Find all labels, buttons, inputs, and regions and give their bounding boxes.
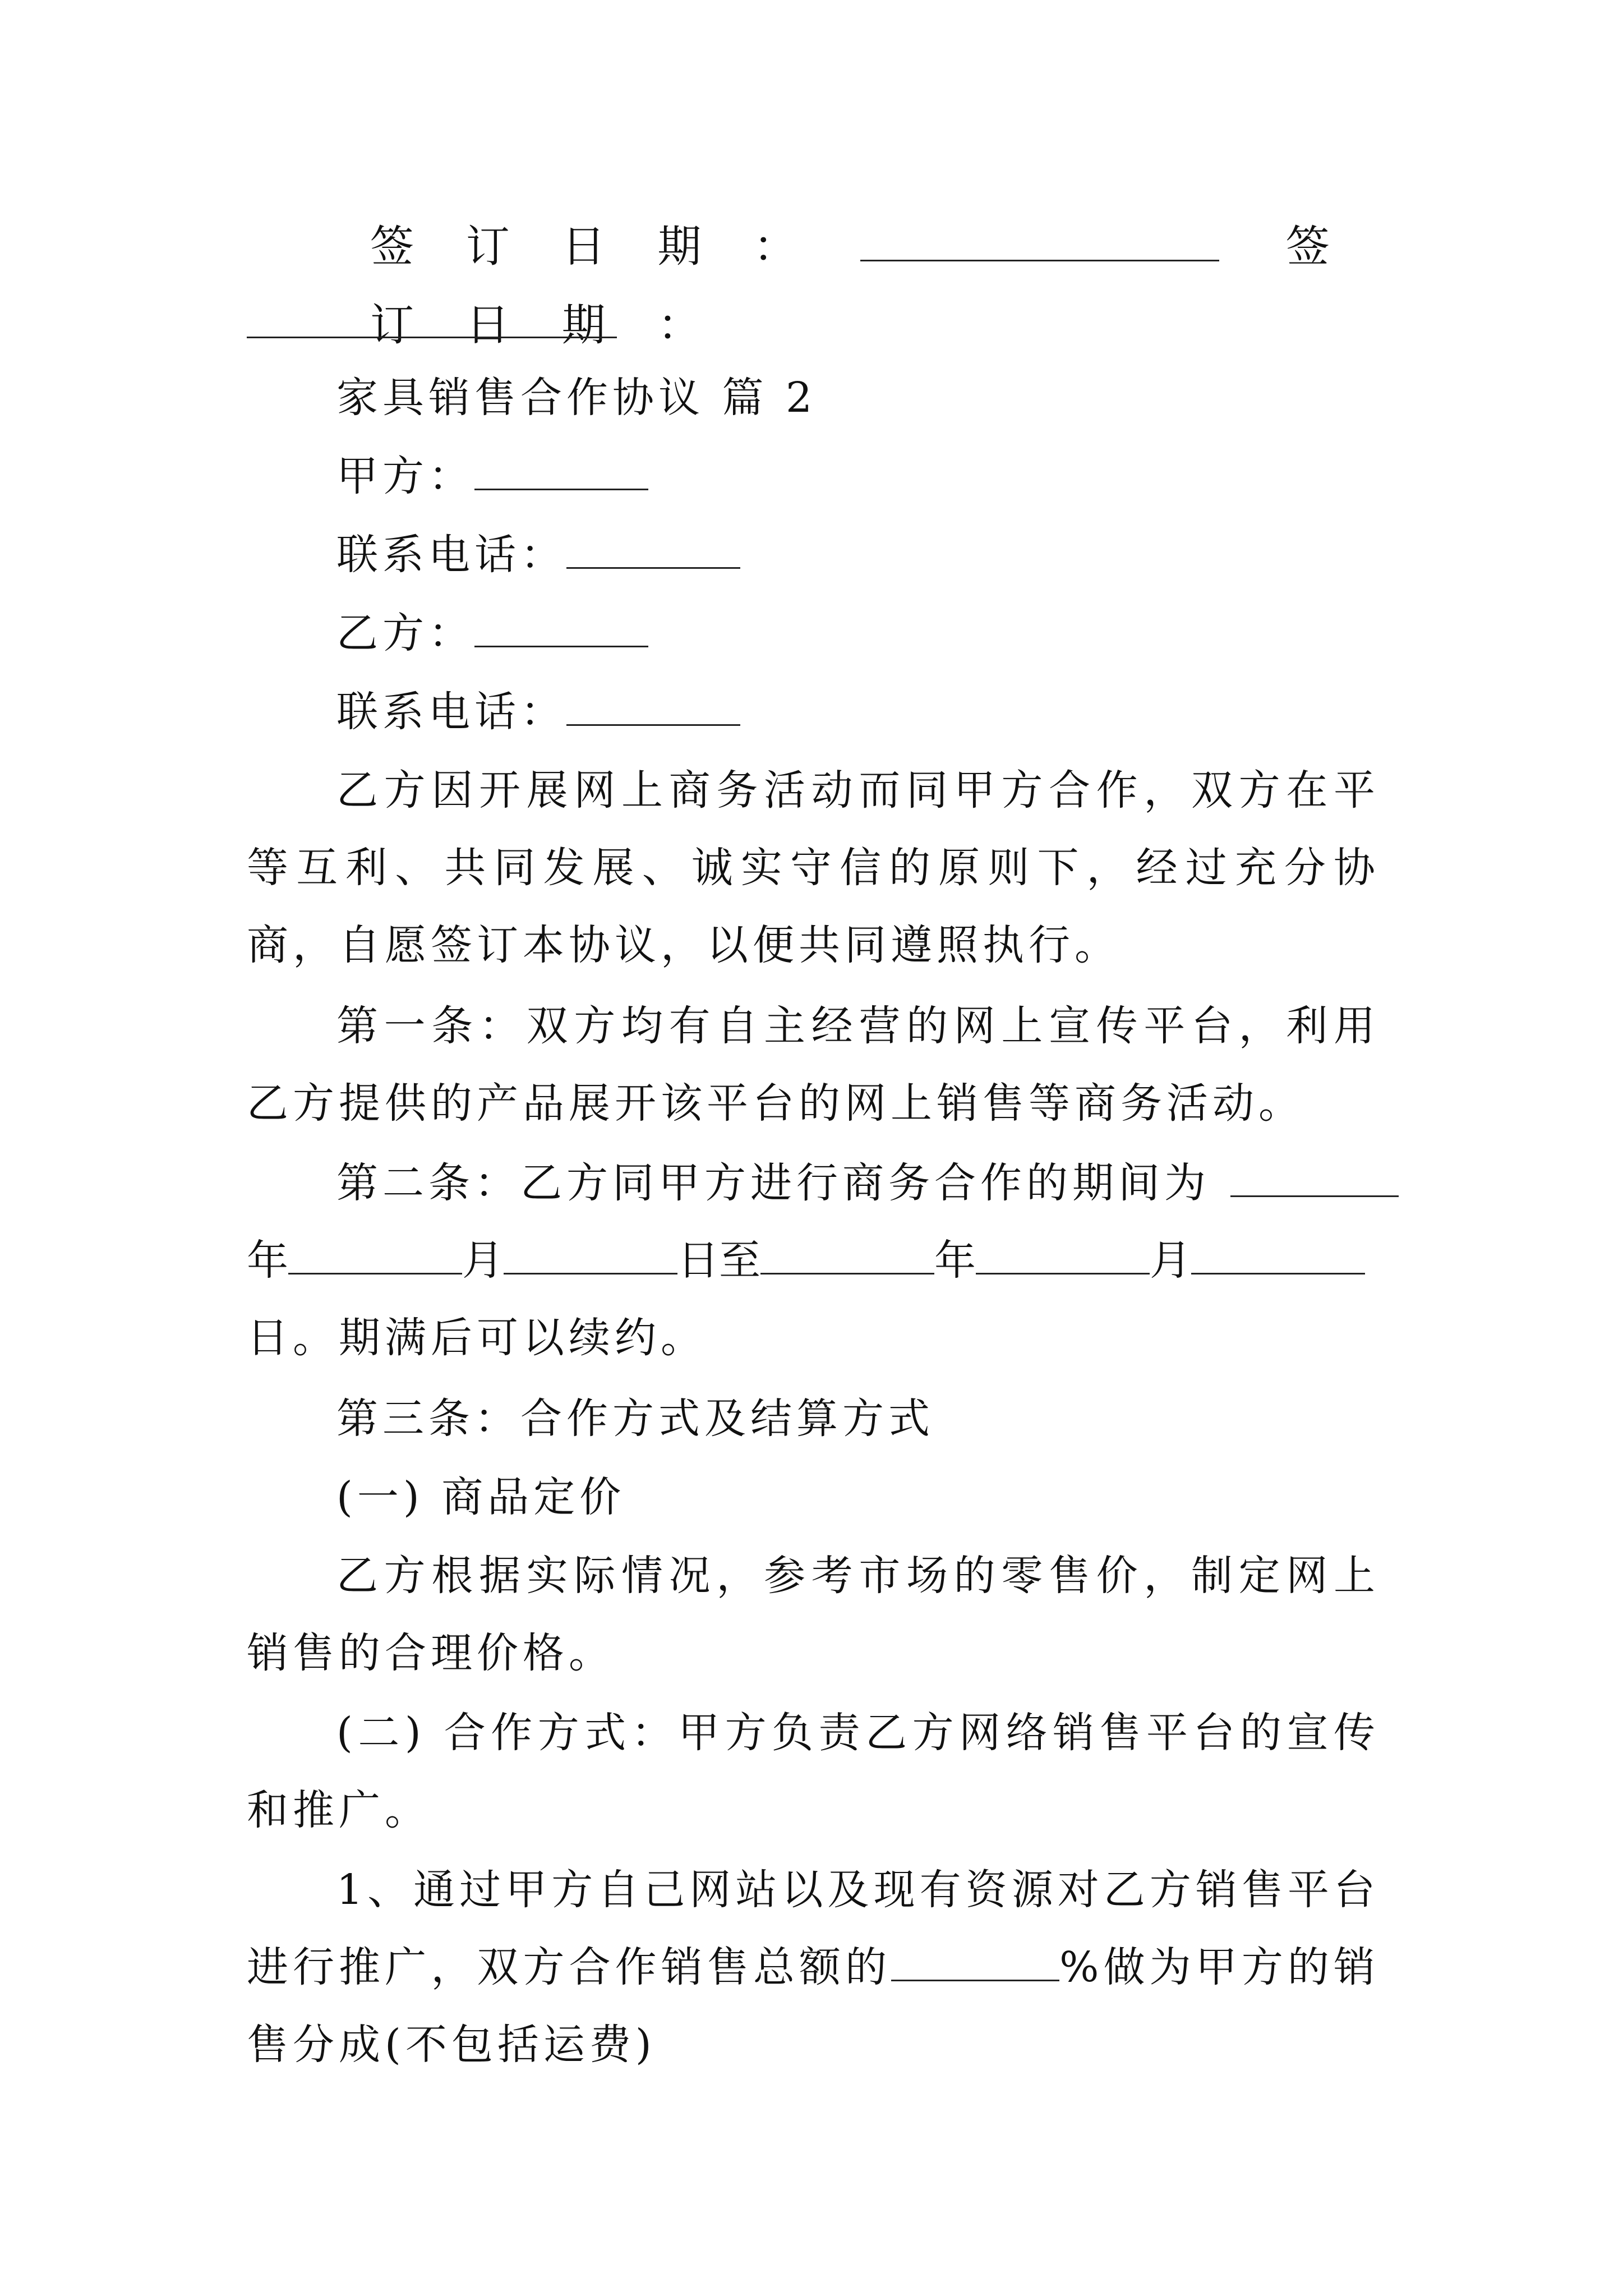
party-b-blank	[474, 606, 648, 647]
party-a-blank	[474, 449, 648, 490]
item-1	[247, 1851, 1380, 2083]
year-label-2: 年	[934, 1236, 976, 1285]
signing-date-blank-right	[247, 337, 617, 338]
party-b-line	[336, 595, 1469, 672]
phone-b-blank	[566, 685, 740, 726]
section-2-text: (二) 合作方式：甲方负责乙方网络销售平台的宣传和推广。	[247, 1709, 1380, 1834]
party-a-line	[336, 438, 1469, 515]
phone-b-line	[336, 673, 1469, 751]
signing-date-row	[370, 208, 1380, 351]
intro-paragraph: 乙方因开展网上商务活动而同甲方合作，双方在平等互利、共同发展、诚实守信的原则下，经过充分协商，自愿签订本协议，以便共同遵照执行。	[247, 766, 1380, 969]
year-label-1: 年	[247, 1236, 288, 1285]
signing-date-label-left: 签 订 日 期 ：	[370, 222, 817, 272]
item-1-text-b: %做为甲方的销售分成(不包括运费)	[247, 1943, 1380, 2069]
section-1-text: 乙方根据实际情况，参考市场的零售价，制定网上销售的合理价格。	[247, 1552, 1380, 1677]
article-1: 第一条：双方均有自主经营的网上宣传平台，利用乙方提供的产品展开该平台的网上销售等商务活动。	[247, 1002, 1380, 1128]
month-blank-1	[288, 1234, 462, 1274]
day-blank-1	[504, 1234, 677, 1274]
article-2-text: 第二条：乙方同甲方进行商务合作的期间为	[336, 1159, 1210, 1207]
period-start-year-blank	[1230, 1156, 1399, 1197]
day-to-label: 日至	[677, 1236, 760, 1285]
year-blank-2	[760, 1234, 934, 1274]
item-1-text-a: 1、通过甲方自己网站以及现有资源对乙方销售平台进行推广，双方合作销售总额的	[247, 1866, 1380, 1991]
day-blank-2	[1191, 1234, 1365, 1274]
month-label-2: 月	[1150, 1236, 1191, 1285]
signing-date-label-right: 签 订 日 期 ：	[370, 222, 1349, 351]
section-1-heading: (一) 商品定价	[336, 1473, 626, 1521]
article-3-heading: 第三条：合作方式及结算方式	[336, 1395, 934, 1443]
signing-date-blank-left	[860, 220, 1219, 261]
agreement-title: 家具销售合作协议 篇 2	[336, 374, 817, 422]
month-blank-2	[976, 1234, 1150, 1274]
article-2	[247, 1144, 1380, 1377]
phone-a-line	[336, 516, 1469, 593]
party-b-label: 乙方：	[336, 609, 474, 657]
article-2-end: 日。期满后可以续约。	[247, 1314, 707, 1362]
month-label-1: 月	[462, 1236, 504, 1285]
phone-b-label: 联系电话：	[336, 688, 566, 736]
phone-a-blank	[566, 528, 740, 569]
share-percent-blank	[891, 1940, 1059, 1981]
party-a-label: 甲方：	[336, 452, 474, 500]
phone-a-label: 联系电话：	[336, 531, 566, 579]
